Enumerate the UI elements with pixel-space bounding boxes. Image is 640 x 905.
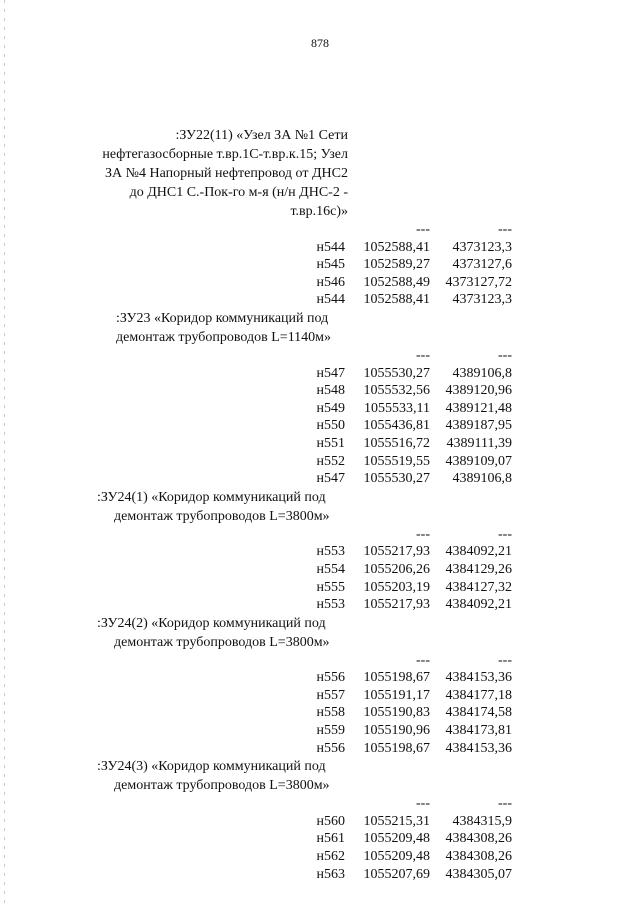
separator-x: --- (416, 526, 430, 542)
point-id: н544 (316, 292, 345, 308)
section-title-line: т.вр.16с)» (290, 204, 348, 219)
separator-y: --- (498, 652, 512, 668)
separator-row (0, 652, 640, 670)
point-id: н553 (316, 544, 345, 560)
point-y: 4384308,26 (445, 831, 512, 847)
point-row (0, 687, 640, 705)
separator-row (0, 347, 640, 365)
point-y: 4389106,8 (452, 365, 512, 381)
point-x: 1055209,48 (363, 831, 430, 847)
point-id: н547 (316, 471, 345, 487)
point-id: н552 (316, 453, 345, 469)
point-y: 4389106,8 (452, 471, 512, 487)
point-x: 1055190,96 (363, 723, 430, 739)
point-row (0, 400, 640, 418)
point-id: н551 (316, 435, 345, 451)
point-y: 4389121,48 (445, 400, 512, 416)
point-y: 4373123,3 (452, 292, 512, 308)
point-x: 1055519,55 (363, 453, 430, 469)
point-id: н549 (316, 400, 345, 416)
section-title-line-row (0, 633, 640, 652)
point-y: 4389111,39 (446, 435, 512, 451)
point-x: 1055191,17 (363, 687, 430, 703)
point-y: 4389120,96 (445, 383, 512, 399)
section-title-line: :ЗУ23 «Коридор коммуникаций под (116, 310, 329, 326)
point-id: н557 (316, 687, 345, 703)
separator-row (0, 221, 640, 239)
section-title-line-row (0, 776, 640, 795)
separator-row (0, 526, 640, 544)
point-y: 4384308,26 (445, 849, 512, 865)
point-y: 4389109,07 (445, 453, 512, 469)
point-row (0, 669, 640, 687)
separator-x: --- (416, 347, 430, 363)
point-row (0, 740, 640, 758)
point-id: н562 (316, 849, 345, 865)
point-x: 1055516,72 (363, 435, 430, 451)
point-x: 1055207,69 (363, 866, 430, 882)
point-y: 4384177,18 (445, 687, 512, 703)
separator-x: --- (416, 222, 430, 237)
separator-x: --- (416, 796, 430, 812)
point-y: 4384092,21 (445, 597, 512, 613)
section-title-line-row (0, 328, 640, 347)
section-title (0, 309, 640, 347)
section-title-line: :ЗУ22(11) «Узел ЗА №1 Сети (175, 128, 348, 143)
point-row (0, 435, 640, 453)
page-number: 878 (311, 36, 329, 50)
point-row (0, 543, 640, 561)
section-title-line: до ДНС1 С.-Пок-го м-я (н/н ДНС-2 - (129, 185, 348, 200)
point-y: 4373127,6 (452, 257, 512, 273)
section-title-line-row (0, 309, 640, 328)
point-id: н556 (316, 740, 345, 756)
section-title-line: :ЗУ24(1) «Коридор коммуникаций под (97, 489, 326, 505)
point-row (0, 256, 640, 274)
point-y: 4384173,81 (445, 723, 512, 739)
separator-y: --- (498, 796, 512, 812)
point-row (0, 291, 640, 309)
separator-y: --- (498, 222, 512, 237)
point-row (0, 722, 640, 740)
point-x: 1055530,27 (363, 471, 430, 487)
point-y: 4384153,36 (445, 670, 512, 686)
point-row (0, 239, 640, 257)
section-title-line-row (0, 757, 640, 776)
point-x: 1055217,93 (363, 597, 430, 613)
point-id: н554 (316, 561, 345, 577)
point-id: н546 (316, 274, 345, 290)
section-title (0, 757, 640, 795)
section-title-line: нефтегазосборные т.вр.1С-т.вр.к.15; Узел (102, 147, 348, 162)
point-row (0, 382, 640, 400)
point-id: н558 (316, 705, 345, 721)
separator-row (0, 795, 640, 813)
point-x: 1055532,56 (363, 383, 430, 399)
point-id: н561 (316, 831, 345, 847)
point-row (0, 848, 640, 866)
separator-y: --- (498, 347, 512, 363)
point-row (0, 813, 640, 831)
point-id: н547 (316, 365, 345, 381)
section-title-line: :ЗУ24(3) «Коридор коммуникаций под (97, 759, 326, 775)
point-x: 1055203,19 (363, 579, 430, 595)
point-x: 1055530,27 (363, 365, 430, 381)
coordinates-list (0, 126, 640, 883)
point-x: 1055533,11 (364, 400, 430, 416)
point-y: 4384315,9 (452, 813, 512, 829)
section-title-line-row (0, 614, 640, 633)
point-row (0, 866, 640, 884)
point-x: 1055198,67 (363, 670, 430, 686)
point-x: 1052588,49 (363, 274, 430, 290)
point-y: 4373127,72 (445, 274, 512, 290)
point-row (0, 417, 640, 435)
section-title-line: демонтаж трубопроводов L=3800м» (114, 778, 330, 794)
point-id: н555 (316, 579, 345, 595)
point-row (0, 830, 640, 848)
section-title-line-row (0, 488, 640, 507)
section-title-line: :ЗУ24(2) «Коридор коммуникаций под (97, 615, 326, 631)
point-y: 4373123,3 (452, 239, 512, 255)
point-y: 4384129,26 (445, 561, 512, 577)
point-row (0, 470, 640, 488)
point-x: 1055215,31 (363, 813, 430, 829)
section-title-line: демонтаж трубопроводов L=3800м» (114, 508, 330, 524)
point-id: н563 (316, 866, 345, 882)
point-id: н560 (316, 813, 345, 829)
point-y: 4384127,32 (445, 579, 512, 595)
point-id: н559 (316, 723, 345, 739)
section-title (0, 488, 640, 526)
point-id: н545 (316, 257, 345, 273)
point-x: 1052589,27 (363, 257, 430, 273)
point-id: н548 (316, 383, 345, 399)
point-row (0, 274, 640, 292)
point-x: 1055209,48 (363, 849, 430, 865)
point-y: 4384305,07 (445, 866, 512, 882)
point-x: 1052588,41 (363, 292, 430, 308)
point-id: н556 (316, 670, 345, 686)
point-y: 4384174,58 (445, 705, 512, 721)
point-x: 1052588,41 (363, 239, 430, 255)
separator-y: --- (498, 526, 512, 542)
separator-x: --- (416, 652, 430, 668)
point-id: н550 (316, 418, 345, 434)
point-y: 4389187,95 (445, 418, 512, 434)
point-id: н553 (316, 597, 345, 613)
point-row (0, 365, 640, 383)
point-row (0, 561, 640, 579)
section-title-line: демонтаж трубопроводов L=3800м» (114, 634, 330, 650)
point-x: 1055198,67 (363, 740, 430, 756)
point-y: 4384153,36 (445, 740, 512, 756)
point-x: 1055206,26 (363, 561, 430, 577)
point-row (0, 704, 640, 722)
section-title (0, 126, 640, 221)
point-row (0, 596, 640, 614)
point-x: 1055436,81 (363, 418, 430, 434)
point-row (0, 579, 640, 597)
point-id: н544 (316, 239, 345, 255)
point-row (0, 453, 640, 471)
point-x: 1055190,83 (363, 705, 430, 721)
point-x: 1055217,93 (363, 544, 430, 560)
section-title-line-row (0, 507, 640, 526)
point-y: 4384092,21 (445, 544, 512, 560)
section-title-line: демонтаж трубопроводов L=1140м» (116, 329, 332, 345)
section-title (0, 614, 640, 652)
section-title-line: ЗА №4 Напорный нефтепровод от ДНС2 (105, 166, 348, 181)
